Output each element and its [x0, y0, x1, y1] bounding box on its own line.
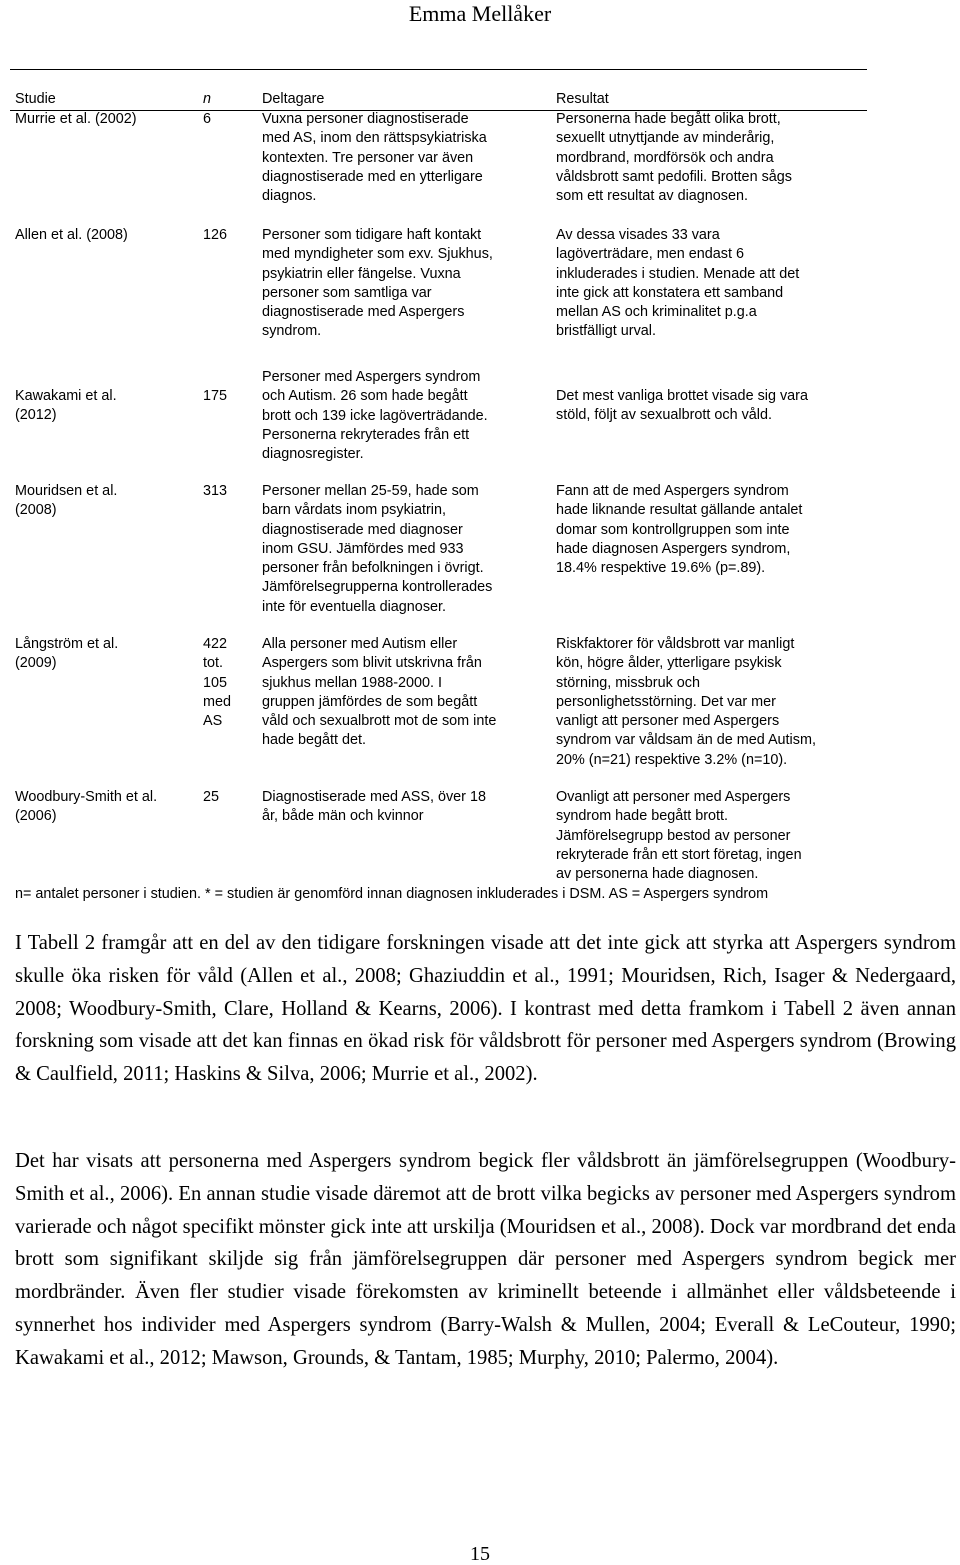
table-row-participants: Vuxna personer diagnostiserade med AS, inom den rättspsykiatriska kontexten. Tre personer var även diagnostiserade med en ytterligare diagnos.: [262, 111, 487, 205]
table-row-n: 313: [203, 483, 228, 499]
table-row-participants: Alla personer med Autism eller Aspergers som blivit utskrivna från sjukhus mellan 1988-2000. I gruppen jämfördes de som begått våld och sexualbrott mot de som inte hade begått det.: [262, 636, 497, 749]
table-row-study: Långström et al. (2009): [15, 636, 119, 672]
table-row-participants: Personer med Aspergers syndrom och Autism. 26 som hade begått brott och 139 icke lagöverträdande. Personerna rekryterades från ett diagnosregister.: [262, 369, 488, 463]
body-paragraph: I Tabell 2 framgår att en del av den tidigare forskningen visade att det inte gick att styrka att Aspergers syndrom skulle öka risken för våld (Allen et al., 2008; Ghaziuddin et al., 1991; Mouridsen, Rich, Isager & Nedergaard, 2008; Woodbury-Smith, Clare, Holland & Kearns, 2006). I kontrast med detta framkom i Tabell 2 även annan forskning som visade att det kan finnas en ökad risk för våldsbrott för personer med Aspergers syndrom (Browing & Caulfield, 2011; Haskins & Silva, 2006; Murrie et al., 2002).: [15, 932, 956, 1086]
table-top-rule: [10, 69, 867, 70]
table-row-study: Woodbury-Smith et al. (2006): [15, 789, 158, 825]
table-row-study: Mouridsen et al. (2008): [15, 483, 118, 519]
table-row-result: Ovanligt att personer med Aspergers syndrom hade begått brott. Jämförelsegrupp bestod av personer rekryterade från ett stort företag, ingen av personerna hade diagnosen.: [556, 789, 802, 883]
table-row-result: Det mest vanliga brottet visade sig vara stöld, följt av sexualbrott och våld.: [556, 388, 808, 424]
table-row-n: 175: [203, 388, 228, 404]
column-header-study: Studie: [15, 91, 56, 107]
table-row-participants: Personer som tidigare haft kontakt med myndigheter som exv. Sjukhus, psykiatrin eller fängelse. Vuxna personer som samtliga var diagnostiserade med Aspergers syndrom.: [262, 227, 493, 340]
table-row-result: Av dessa visades 33 vara lagöverträdare, men endast 6 inkluderades i studien. Menade att det inte gick att konstatera ett samband mellan AS och kriminalitet p.g.a bristfälligt urval.: [556, 227, 800, 340]
table-row-study: Allen et al. (2008): [15, 227, 128, 243]
column-header-result: Resultat: [556, 91, 609, 107]
table-row-result: Riskfaktorer för våldsbrott var manligt kön, högre ålder, ytterligare psykisk störning, missbruk och personlighetsstörning. Det var mer vanligt att personer med Aspergers syndrom var våldsam än de med Autism, 20% (n=21) respektive 3.2% (n=10).: [556, 636, 816, 768]
column-header-n: n: [203, 91, 212, 107]
running-header: Emma Mellåker: [408, 1, 552, 26]
table-row-n: 6: [203, 111, 212, 127]
table-row-n: 422 tot. 105 med AS: [203, 636, 231, 730]
table-row-n: 126: [203, 227, 228, 243]
table-row-result: Fann att de med Aspergers syndrom hade liknande resultat gällande antalet domar som kontrollgruppen som inte hade diagnosen Aspergers syndrom, 18.4% respektive 19.6% (p=.89).: [556, 483, 803, 577]
table-row-study: Murrie et al. (2002): [15, 111, 137, 127]
table-row-result: Personerna hade begått olika brott, sexuellt utnyttjande av minderårig, mordbrand, mordförsök och andra våldsbrott samt pedofili. Brotten sågs som ett resultat av diagnosen.: [556, 111, 792, 205]
body-paragraph: Det har visats att personerna med Aspergers syndrom begick fler våldsbrott än jämförelsegruppen (Woodbury-Smith et al., 2006). En annan studie visade däremot att de brott vilka begicks av personer med Aspergers syndrom varierade och något specifikt mönster gick inte att urskilja (Mouridsen et al., 2008). Dock var mordbrand det enda brott som signifikant skiljde sig från jämförelsegruppen där personer med Aspergers syndrom begick mer mordbränder. Även fler studier visade förekomsten av kriminellt beteende i allmänhet eller våldsbeteende i synnerhet hos individer med Aspergers syndrom (Barry-Walsh & Mullen, 2004; Everall & LeCouteur, 1990; Kawakami et al., 2012; Mawson, Grounds, & Tantam, 1985; Murphy, 2010; Palermo, 2004).: [15, 1150, 956, 1369]
column-header-participants: Deltagare: [262, 91, 325, 107]
page-number: 15: [470, 1543, 490, 1565]
table-row-participants: Diagnostiserade med ASS, över 18 år, både män och kvinnor: [262, 789, 486, 825]
table-footnote: n= antalet personer i studien. * = studien är genomförd innan diagnosen inkluderades i DSM. AS = Aspergers syndrom: [15, 886, 769, 902]
table-row-participants: Personer mellan 25-59, hade som barn vårdats inom psykiatrin, diagnostiserade med diagnoser inom GSU. Jämfördes med 933 personer från befolkningen i övrigt. Jämförelsegrupperna kontrollerades inte för eventuella diagnoser.: [262, 483, 493, 615]
table-row-study: Kawakami et al. (2012): [15, 388, 117, 424]
table-row-n: 25: [203, 789, 220, 805]
